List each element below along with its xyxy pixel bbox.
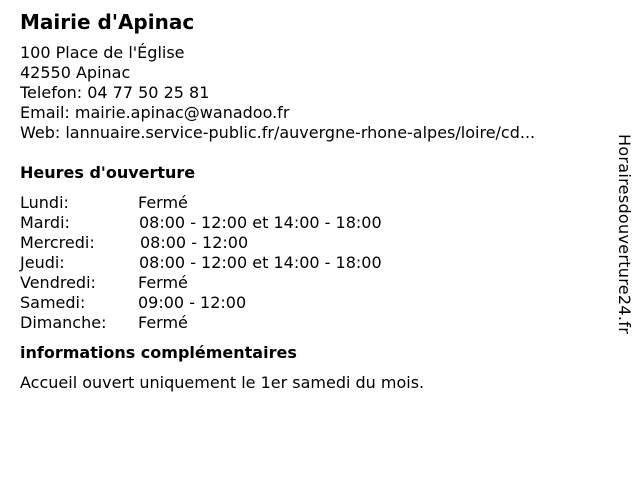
email-line: Email: mairie.apinac@wanadoo.fr — [20, 103, 290, 122]
day-label: Vendredi: — [20, 273, 96, 292]
time-value: 08:00 - 12:00 — [140, 233, 249, 252]
hours-row-wednesday — [20, 233, 610, 253]
hours-row-thursday — [20, 253, 610, 273]
hours-row-friday — [20, 273, 610, 293]
info-text: Accueil ouvert uniquement le 1er samedi du mois. — [20, 373, 425, 392]
contact-block — [20, 43, 610, 143]
time-value: 08:00 - 12:00 et 14:00 - 18:00 — [139, 213, 382, 232]
time-value: Fermé — [138, 273, 188, 292]
page-content — [20, 8, 610, 393]
address-city: 42550 Apinac — [20, 63, 131, 82]
time-value: 08:00 - 12:00 et 14:00 - 18:00 — [139, 253, 382, 272]
time-value: Fermé — [138, 193, 188, 212]
day-label: Mercredi: — [20, 233, 95, 252]
page-title: Mairie d'Apinac — [20, 10, 195, 34]
web-line: Web: lannuaire.service-public.fr/auvergne-rhone-alpes/loire/cd... — [20, 123, 536, 142]
hours-table — [20, 193, 610, 333]
day-label: Lundi: — [20, 193, 69, 212]
time-value: 09:00 - 12:00 — [138, 293, 247, 312]
hours-row-tuesday — [20, 213, 610, 233]
info-heading: informations complémentaires — [20, 343, 297, 362]
time-value: Fermé — [138, 313, 188, 332]
hours-row-saturday — [20, 293, 610, 313]
hours-row-monday — [20, 193, 610, 213]
day-label: Mardi: — [20, 213, 70, 232]
day-label: Samedi: — [20, 293, 86, 312]
hours-heading: Heures d'ouverture — [20, 163, 196, 182]
site-watermark: Horairesdouverture24.fr — [615, 134, 634, 335]
day-label: Dimanche: — [20, 313, 107, 332]
hours-row-sunday — [20, 313, 610, 333]
phone-line: Telefon: 04 77 50 25 81 — [20, 83, 210, 102]
address-street: 100 Place de l'Église — [20, 43, 185, 62]
day-label: Jeudi: — [20, 253, 65, 272]
